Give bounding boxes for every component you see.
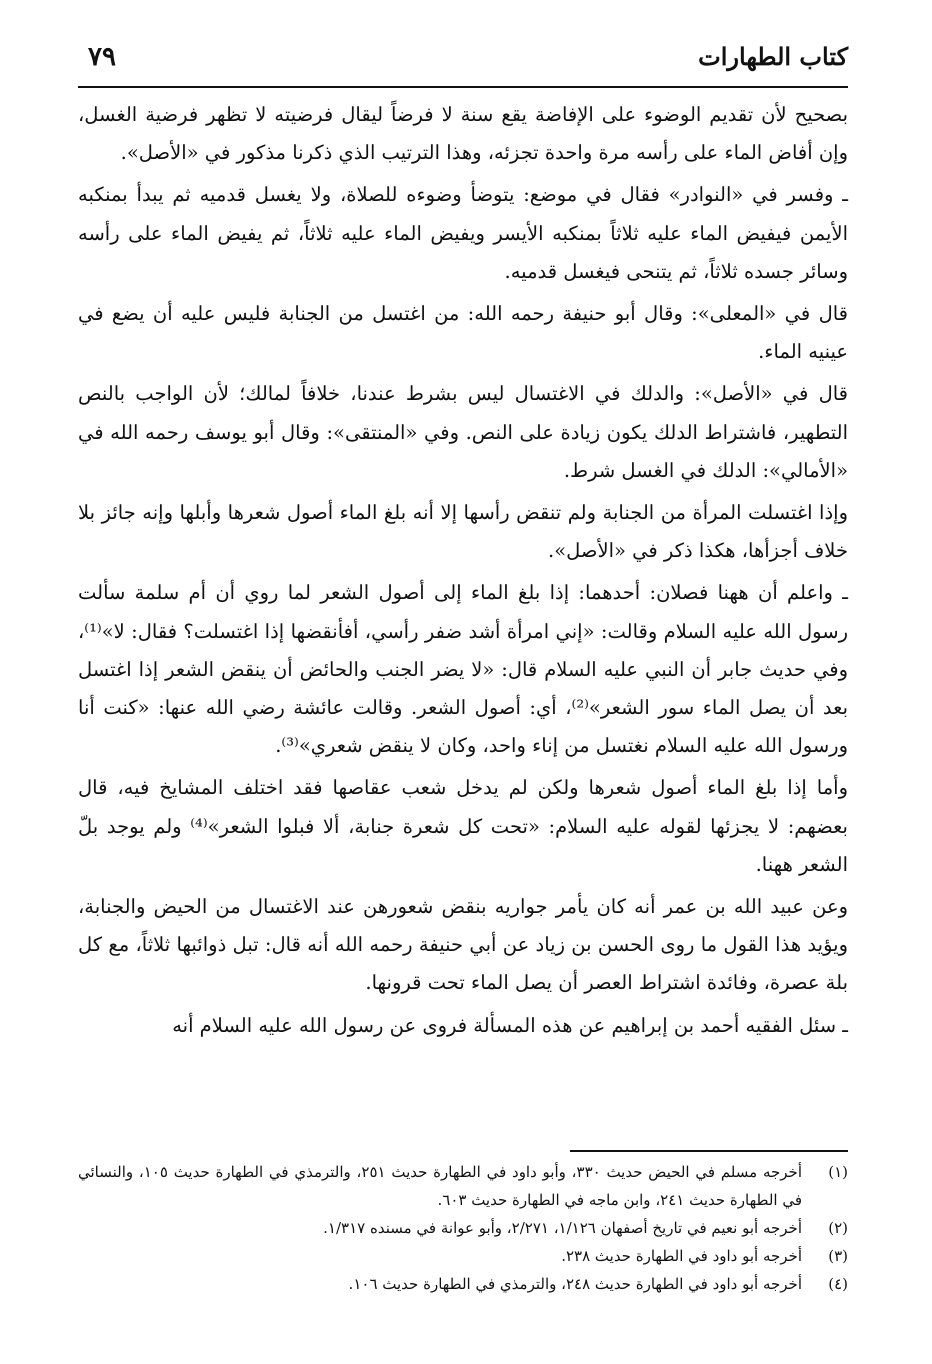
running-title: كتاب الطهارات bbox=[698, 42, 848, 71]
footnote-number: (٤) bbox=[828, 1275, 848, 1293]
header-divider bbox=[78, 86, 848, 88]
paragraph-6: ـ واعلم أن ههنا فصلان: أحدهما: إذا بلغ الماء إلى أصول الشعر لما روي أن أم سلمة سألت رسول الله عليه السلام وقالت: «إني امرأة أشد ضفر رأسي، أفأنقضها إذا اغتسلت؟ فقال: لا»⁽¹⁾، وفي حديث جابر أن النبي عليه السلام قال: «لا يضر الجنب والحائض أن ينقض الشعر إذا اغتسل بعد أن يصل الماء سور الشعر»⁽²⁾، أي: أصول الشعر. وقالت عائشة رضي الله عنها: «كنت أنا ورسول الله عليه السلام نغتسل من إناء واحد، وكان لا ينقض شعري»⁽³⁾. bbox=[78, 581, 848, 758]
paragraph-1: بصحيح لأن تقديم الوضوء على الإفاضة يقع سنة لا فرضاً ليقال فرضيته لا تظهر فرضية الغسل، وإن أفاض الماء على رأسه مرة واحدة تجزئه، وهذا الترتيب الذي ذكرنا مذكور في «الأصل». bbox=[78, 103, 848, 165]
footnote-text: أخرجه أبو داود في الطهارة حديث ٢٤٨، والترمذي في الطهارة حديث ١٠٦. bbox=[348, 1275, 802, 1293]
footnote bbox=[78, 1158, 848, 1214]
footnote-divider bbox=[570, 1150, 848, 1152]
main-text bbox=[78, 96, 848, 1049]
footnote-text: أخرجه أبو نعيم في تاريخ أصفهان ١/١٢٦، ٢/٢٧١، وأبو عوانة في مسنده ١/٣١٧. bbox=[323, 1219, 802, 1237]
paragraph-8: وعن عبيد الله بن عمر أنه كان يأمر جواريه بنقض شعورهن عند الاغتسال من الحيض والجنابة، ويؤيد هذا القول ما روى الحسن بن زياد عن أبي حنيفة رحمه الله أنه قال: تبل ذوائبها ثلاثاً، مع كل بلة عصرة، وفائدة اشتراط العصر أن يصل الماء تحت قرونها. bbox=[78, 895, 848, 995]
page-number: ٧٩ bbox=[88, 42, 116, 72]
paragraph-2: ـ وفسر في «النوادر» فقال في موضع: يتوضأ وضوءه للصلاة، ولا يغسل قدميه ثم يبدأ بمنكبه الأيمن فيفيض الماء عليه ثلاثاً بمنكبه الأيسر ويفيض الماء عليه ثلاثاً، ثم يفيض الماء على رأسه وسائر جسده ثلاثاً، ثم يتنحى فيغسل قدميه. bbox=[78, 183, 848, 283]
footnote-text: أخرجه أبو داود في الطهارة حديث ٢٣٨. bbox=[561, 1247, 802, 1265]
footnote-number: (١) bbox=[828, 1163, 848, 1181]
paragraph-7: وأما إذا بلغ الماء أصول شعرها ولكن لم يدخل شعب عقاصها فقد اختلف المشايخ فيه، قال بعضهم: لا يجزئها لقوله عليه السلام: «تحت كل شعرة جنابة، ألا فبلوا الشعر»⁽⁴⁾ ولم يوجد بلّ الشعر ههنا. bbox=[78, 776, 848, 876]
paragraph-4: قال في «الأصل»: والدلك في الاغتسال ليس بشرط عندنا، خلافاً لمالك؛ لأن الواجب بالنص التطهير، فاشتراط الدلك يكون زيادة على النص. وفي «المنتقى»: وقال أبو يوسف رحمه الله في «الأمالي»: الدلك في الغسل شرط. bbox=[78, 382, 848, 482]
paragraph-9: ـ سئل الفقيه أحمد بن إبراهيم عن هذه المسألة فروى عن رسول الله عليه السلام أنه bbox=[172, 1013, 848, 1037]
footnote-number: (٢) bbox=[828, 1219, 848, 1237]
footnote bbox=[78, 1270, 848, 1298]
paragraph-3: قال في «المعلى»: وقال أبو حنيفة رحمه الله: من اغتسل من الجنابة فليس عليه أن يضع في عينيه الماء. bbox=[78, 302, 848, 364]
footnote-number: (٣) bbox=[828, 1247, 848, 1265]
page-header bbox=[78, 40, 848, 84]
footnotes bbox=[78, 1158, 848, 1298]
footnote bbox=[78, 1214, 848, 1242]
footnote bbox=[78, 1242, 848, 1270]
paragraph-5: وإذا اغتسلت المرأة من الجنابة ولم تنقض رأسها إلا أنه بلغ الماء أصول شعرها وأبلها وإنه جائز بلا خلاف أجزأها، هكذا ذكر في «الأصل». bbox=[78, 501, 848, 563]
footnote-text: أخرجه مسلم في الحيض حديث ٣٣٠، وأبو داود في الطهارة حديث ٢٥١، والترمذي في الطهارة حديث ١٠٥، والنسائي في الطهارة حديث ٢٤١، وابن ماجه في الطهارة حديث ٦٠٣. bbox=[78, 1163, 802, 1209]
